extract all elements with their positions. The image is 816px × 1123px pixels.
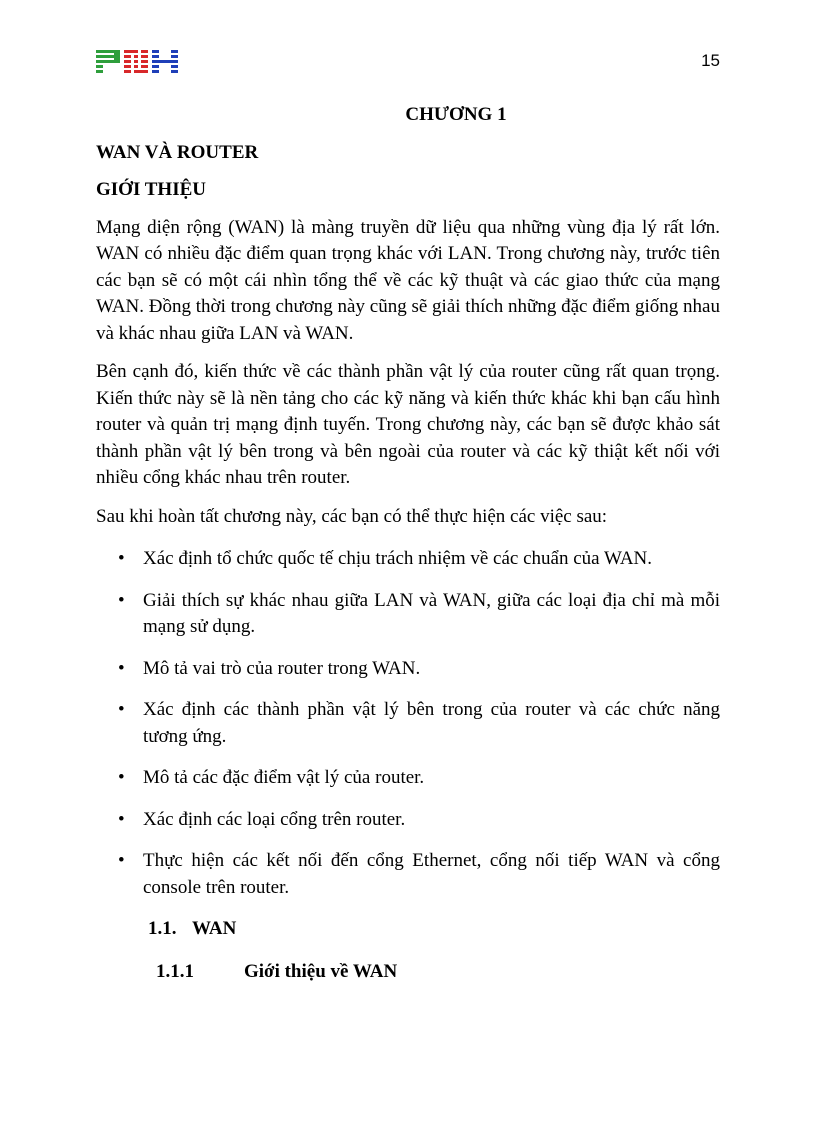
bullet-icon: •: [118, 808, 125, 830]
section-heading-1-1-1: [96, 959, 720, 986]
bullet-icon: •: [118, 589, 125, 611]
list-item-text: Mô tả vai trò của router trong WAN.: [143, 657, 421, 679]
bullet-icon: •: [118, 548, 125, 569]
section-number: 1.1.1: [156, 960, 194, 982]
router-paragraph: Bên cạnh đó, kiến thức về các thành phần vật lý của router cũng rất quan trọng. Kiến thức này sẽ là nền tảng cho các kỹ năng và kiến thức khác khi bạn cấu hình router và quản trị mạng định tuyến. Trong chương này, các bạn sẽ được khảo sát thành phần vật lý bên trong và bên ngoài của router và các kỹ thiật kết nối với nhiều cổng khác nhau trên router.: [96, 361, 720, 488]
list-item-text: Xác định tổ chức quốc tế chịu trách nhiệm về các chuẩn của WAN.: [143, 548, 653, 569]
list-item: [96, 848, 720, 901]
section-heading-1-1: [96, 916, 720, 943]
intro-heading: GIỚI THIỆU: [96, 179, 206, 200]
intro-paragraph: Mạng diện rộng (WAN) là màng truyền dữ liệu qua những vùng địa lý rất lớn. WAN có nhiều đặc điểm quan trọng khác với LAN. Trong chương này, trước tiên các bạn sẽ có một cái nhìn tổng thể về các kỹ thuật và các giao thức của mạng WAN. Đồng thời trong chương này cũng sẽ giải thích những đặc điểm giống nhau và khác nhau giữa LAN và WAN.: [96, 216, 720, 344]
list-item: [96, 546, 720, 573]
bullet-icon: •: [118, 767, 125, 788]
section-number: 1.1.: [148, 918, 177, 939]
list-item: [96, 807, 720, 834]
list-item: [96, 588, 720, 641]
logo: [96, 50, 178, 76]
section-title: Giới thiệu về WAN: [244, 960, 398, 982]
objectives-intro: Sau khi hoàn tất chương này, các bạn có thể thực hiện các việc sau:: [96, 505, 608, 527]
list-item: [96, 765, 720, 792]
bullet-icon: •: [118, 657, 125, 679]
chapter-heading: CHƯƠNG 1: [405, 104, 507, 125]
pnh-logo-icon: [96, 50, 178, 76]
list-item-text: Xác định các loại cổng trên router.: [143, 808, 406, 830]
bullet-icon: •: [118, 850, 125, 871]
page-content: [96, 102, 720, 1001]
chapter-title: WAN VÀ ROUTER: [96, 141, 259, 163]
bullet-icon: •: [118, 699, 125, 720]
objectives-list: [96, 546, 720, 901]
list-item-text: Thực hiện các kết nối đến cổng Ethernet, cổng nối tiếp WAN và cổng console trên router.: [143, 850, 720, 898]
list-item: [96, 697, 720, 750]
list-item-text: Mô tả các đặc điểm vật lý của router.: [143, 767, 425, 788]
section-title: WAN: [192, 918, 237, 939]
list-item-text: Giải thích sự khác nhau giữa LAN và WAN, giữa các loại địa chỉ mà mỗi mạng sử dụng.: [143, 589, 720, 637]
list-item: [96, 656, 720, 683]
page-number: 15: [701, 51, 720, 70]
list-item-text: Xác định các thành phần vật lý bên trong của router và các chức năng tương ứng.: [143, 699, 720, 747]
